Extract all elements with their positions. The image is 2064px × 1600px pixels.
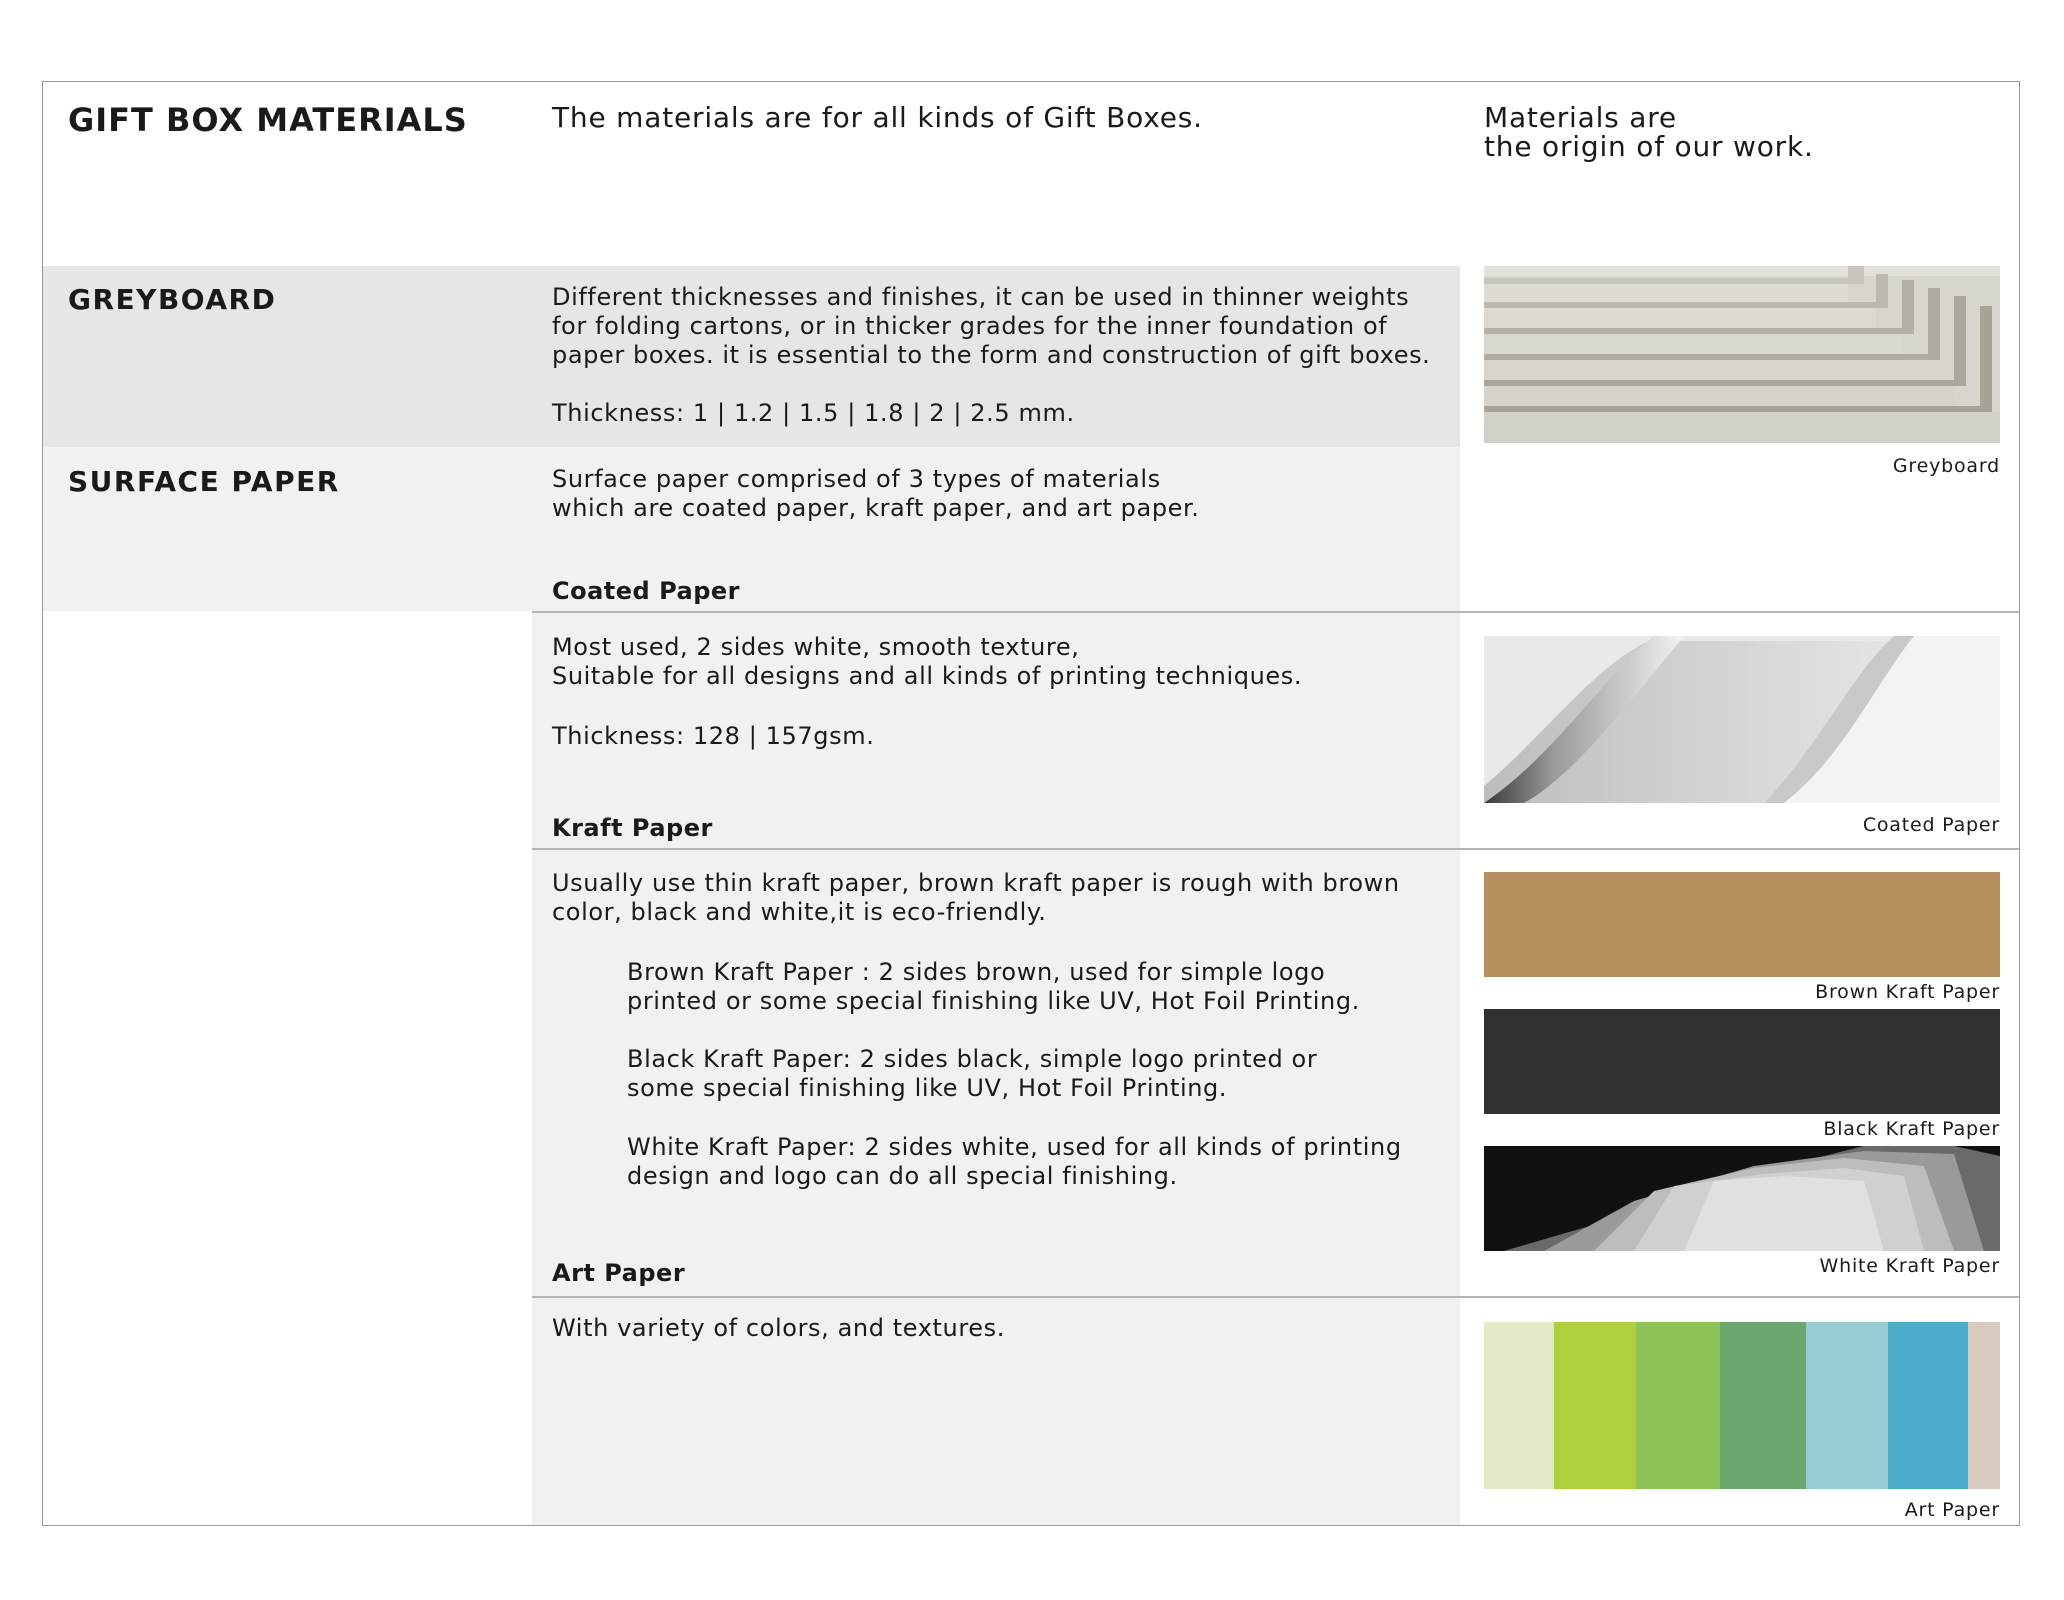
tagline: Materials are the origin of our work.: [1484, 101, 1814, 163]
coated-thickness: Thickness: 128 | 157gsm.: [552, 722, 875, 750]
black-kraft-image: [1484, 1009, 2000, 1114]
divider-art: [532, 1296, 2019, 1298]
art-swatch: [1554, 1322, 1636, 1489]
surface-heading: SURFACE PAPER: [68, 465, 340, 498]
art-swatch: [1720, 1322, 1806, 1489]
coated-paper-image: [1484, 636, 2000, 803]
black-kraft-text: Black Kraft Paper: 2 sides black, simple logo printed or some special finishing like UV, Hot Foil Printing.: [627, 1045, 1318, 1102]
divider-kraft: [532, 848, 2019, 850]
white-kraft-image: [1484, 1146, 2000, 1251]
coated-heading: Coated Paper: [552, 577, 741, 605]
art-swatch: [1806, 1322, 1888, 1489]
greyboard-description: Different thicknesses and finishes, it can be used in thinner weights for folding cartons, or in thicker grades for the inner foundation of paper boxes. it is essential to the form and construction of gift boxes.: [552, 283, 1431, 369]
greyboard-image: [1484, 266, 2000, 443]
divider-coated: [532, 611, 2019, 613]
white-kraft-caption: White Kraft Paper: [1819, 1255, 2000, 1277]
brown-kraft-image: [1484, 872, 2000, 977]
kraft-description: Usually use thin kraft paper, brown kraft paper is rough with brown color, black and white,it is eco-friendly.: [552, 869, 1400, 926]
art-caption: Art Paper: [1904, 1499, 2000, 1521]
art-swatch: [1888, 1322, 1968, 1489]
kraft-heading: Kraft Paper: [552, 814, 713, 842]
surface-description: Surface paper comprised of 3 types of materials which are coated paper, kraft paper, and art paper.: [552, 465, 1200, 522]
brown-kraft-text: Brown Kraft Paper : 2 sides brown, used for simple logo printed or some special finishing like UV, Hot Foil Printing.: [627, 958, 1360, 1015]
brown-kraft-caption: Brown Kraft Paper: [1815, 981, 2000, 1003]
black-kraft-caption: Black Kraft Paper: [1823, 1118, 2000, 1140]
art-swatch: [1636, 1322, 1720, 1489]
page-title: GIFT BOX MATERIALS: [68, 101, 468, 139]
greyboard-caption: Greyboard: [1892, 455, 2000, 477]
coated-caption: Coated Paper: [1862, 814, 2000, 836]
greyboard-heading: GREYBOARD: [68, 283, 277, 316]
art-paper-image: [1484, 1322, 2000, 1489]
white-kraft-text: White Kraft Paper: 2 sides white, used for all kinds of printing design and logo can do all special finishing.: [627, 1133, 1402, 1190]
art-heading: Art Paper: [552, 1259, 686, 1287]
art-swatch: [1968, 1322, 2000, 1489]
art-description: With variety of colors, and textures.: [552, 1314, 1005, 1342]
art-swatch: [1484, 1322, 1554, 1489]
intro-text: The materials are for all kinds of Gift Boxes.: [552, 101, 1203, 134]
greyboard-thickness: Thickness: 1 | 1.2 | 1.5 | 1.8 | 2 | 2.5 mm.: [552, 399, 1075, 427]
coated-description: Most used, 2 sides white, smooth texture, Suitable for all designs and all kinds of printing techniques.: [552, 633, 1303, 690]
